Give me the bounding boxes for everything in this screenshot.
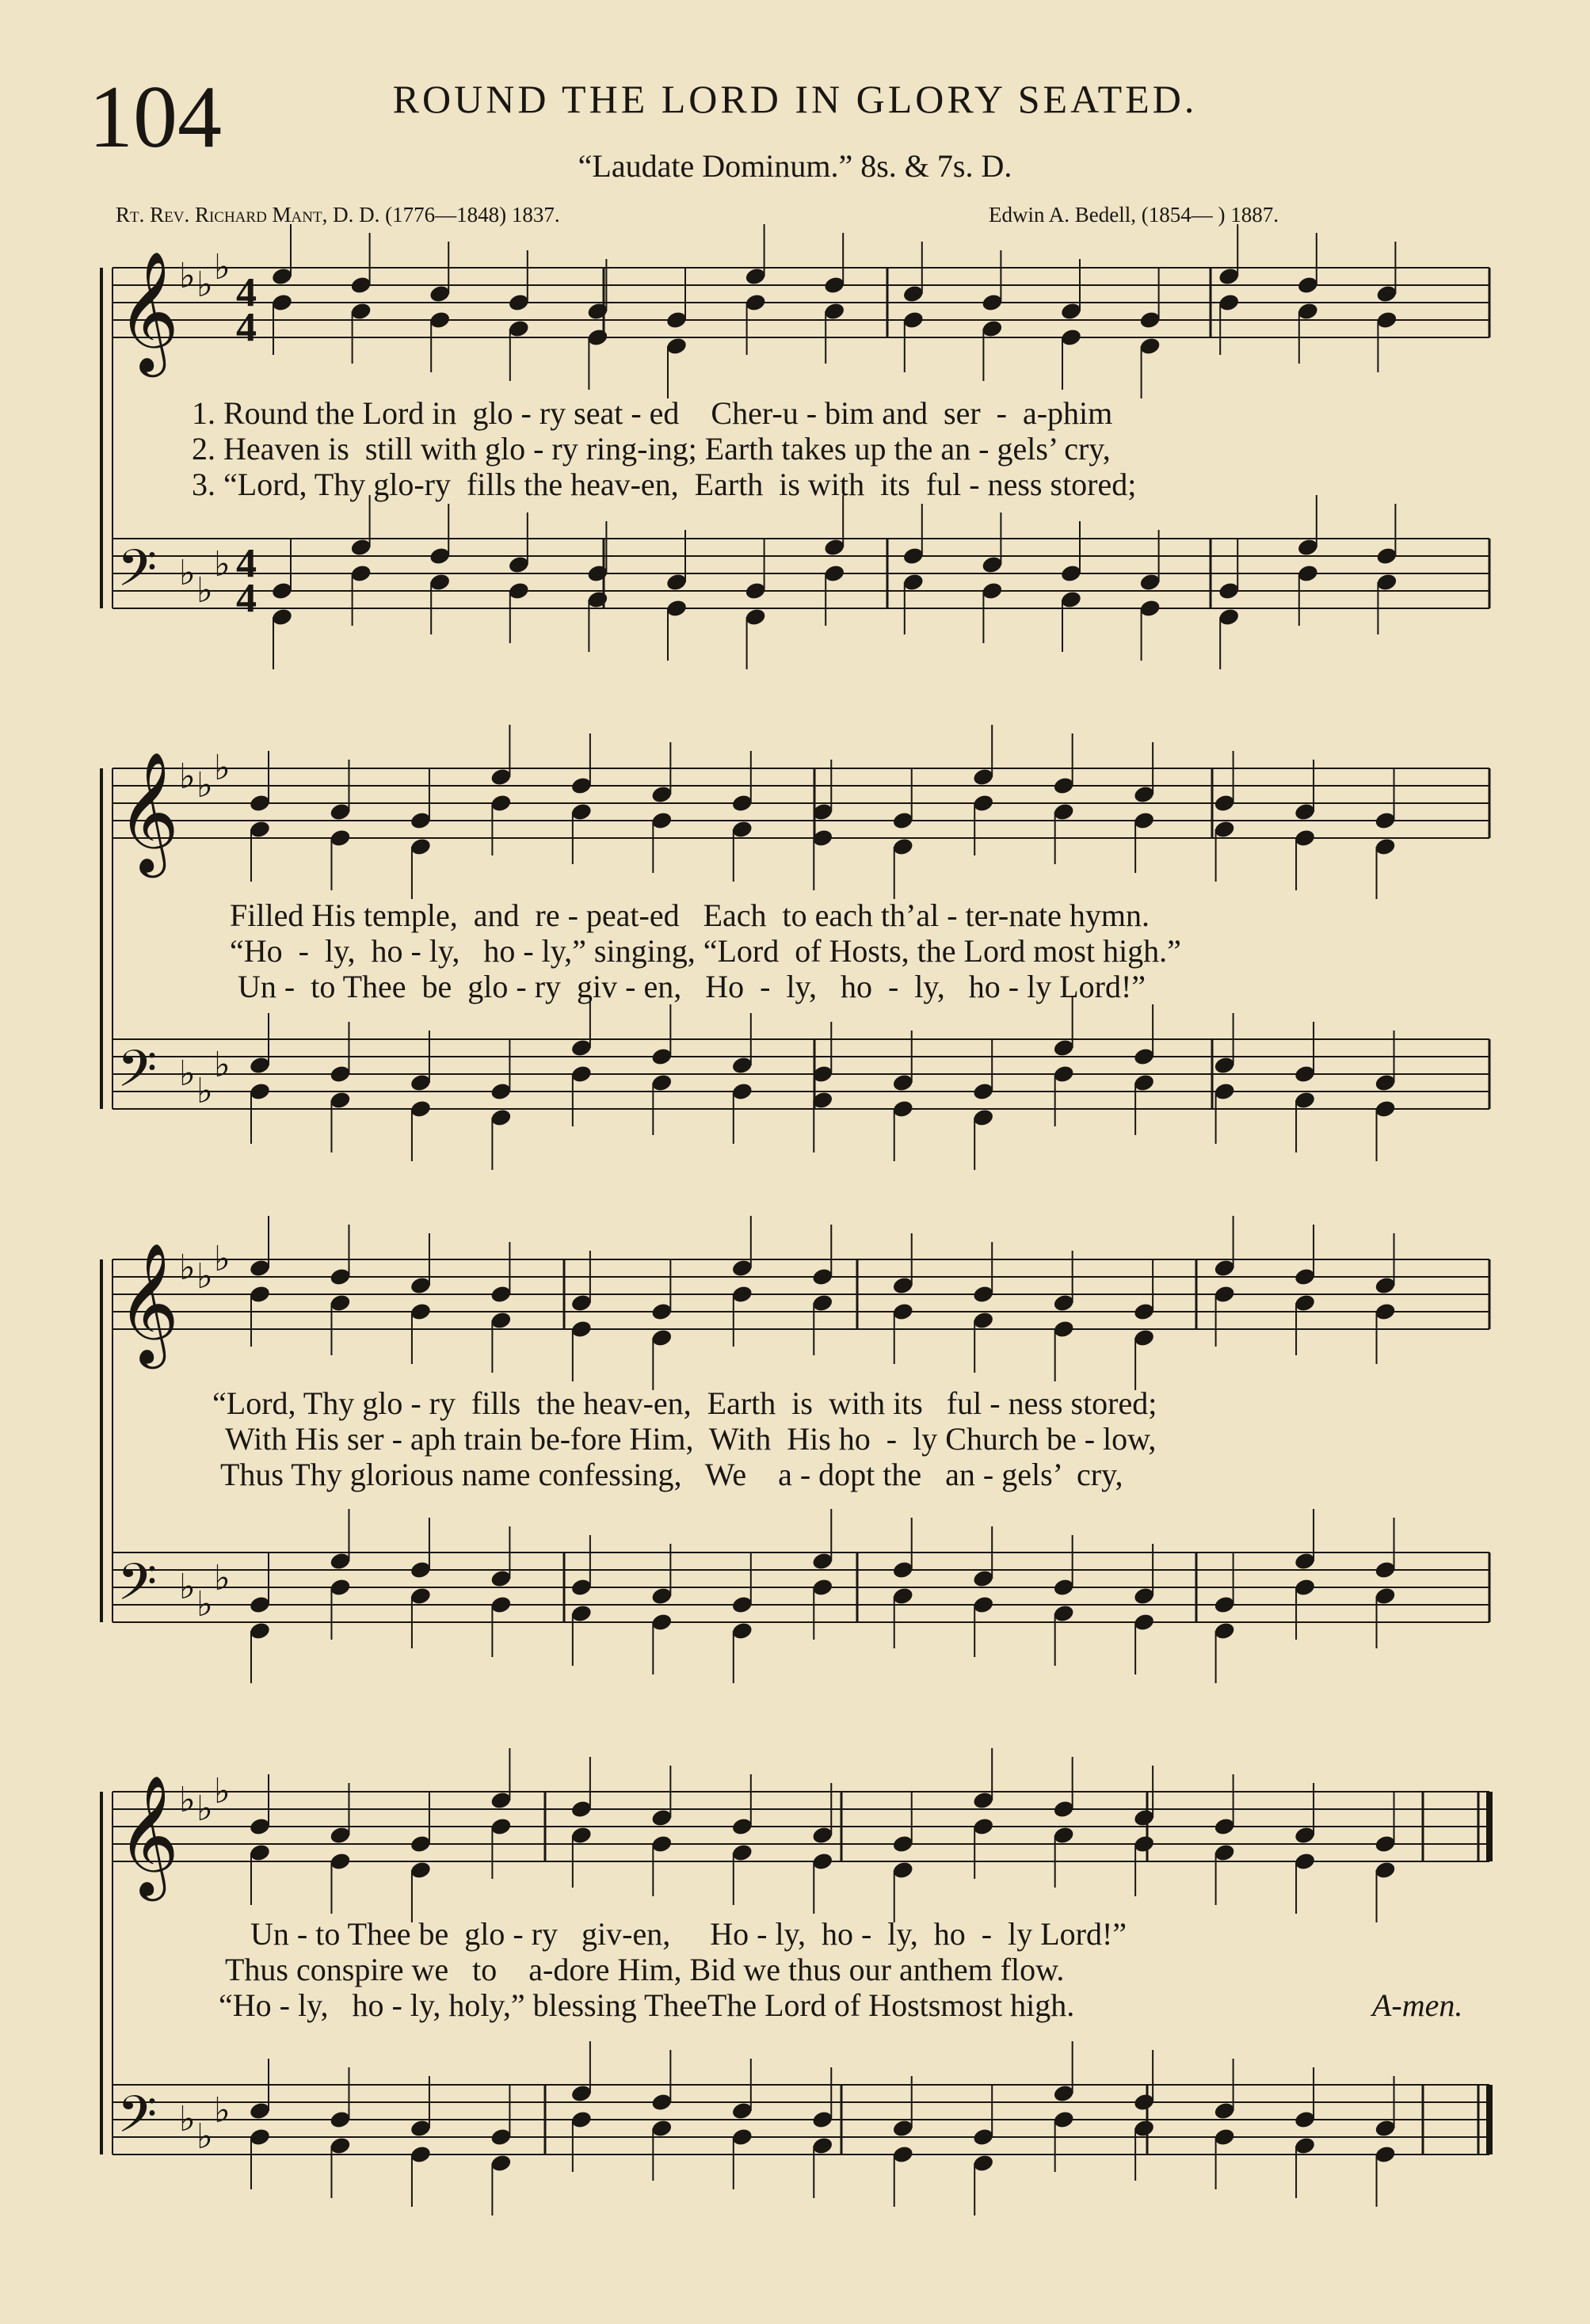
flat-sign-icon: ♭ — [196, 1071, 213, 1111]
flat-sign-icon: ♭ — [196, 1789, 213, 1829]
flat-sign-icon: ♭ — [196, 1256, 213, 1297]
flat-sign-icon: ♭ — [179, 256, 196, 296]
flat-sign-icon: ♭ — [196, 765, 213, 806]
time-signature-numerator: 4 — [236, 541, 257, 586]
composer-credit: Edwin A. Bedell, (1854— ) 1887. — [989, 203, 1279, 227]
flat-sign-icon: ♭ — [179, 1053, 196, 1094]
bass-clef-icon: 𝄢 — [117, 1553, 158, 1625]
flat-sign-icon: ♭ — [196, 570, 213, 611]
flat-sign-icon: ♭ — [214, 1771, 231, 1812]
flat-sign-icon: ♭ — [179, 1567, 196, 1607]
treble-clef-icon: 𝄞 — [117, 1242, 180, 1364]
lyric-line: “Ho - ly, ho - ly, holy,” blessing TheeThe Lord of Hostsmost high. — [219, 1987, 1075, 2023]
flat-sign-icon: ♭ — [179, 1248, 196, 1288]
treble-clef-icon: 𝄞 — [117, 250, 180, 372]
flat-sign-icon: ♭ — [214, 748, 231, 788]
treble-clef-icon: 𝄞 — [117, 751, 180, 873]
tune-meter-line: “Laudate Dominum.” 8s. & 7s. D. — [578, 148, 1012, 184]
author-credit: Rt. Rev. Richard Mant, D. D. (1776—1848) 1837. — [116, 203, 560, 227]
lyric-line: Filled His temple, and re - peat-ed Each to each th’al - ter-nate hymn. — [230, 897, 1150, 933]
lyric-line: 1. Round the Lord in glo - ry seat - ed Cher-u - bim and ser - a-phim — [192, 395, 1113, 431]
flat-sign-icon: ♭ — [214, 2090, 231, 2131]
flat-sign-icon: ♭ — [196, 1584, 213, 1625]
flat-sign-icon: ♭ — [196, 265, 213, 305]
flat-sign-icon: ♭ — [196, 2116, 213, 2157]
lyric-line: “Lord, Thy glo - ry fills the heav-en, Earth is with its ful - ness stored; — [212, 1385, 1157, 1421]
flat-sign-icon: ♭ — [214, 544, 231, 585]
lyric-line: With His ser - aph train be-fore Him, With His ho - ly Church be - low, — [225, 1421, 1157, 1457]
flat-sign-icon: ♭ — [179, 756, 196, 797]
hymn-number: 104 — [89, 68, 222, 166]
bass-clef-icon: 𝄢 — [117, 1040, 158, 1111]
lyric-line: Thus conspire we to a-dore Him, Bid we thus our anthem flow. — [225, 1952, 1065, 1987]
lyric-line: 3. “Lord, Thy glo-ry fills the heav-en, Earth is with its ful - ness stored; — [192, 467, 1137, 502]
lyric-line: Un - to Thee be glo - ry giv - en, Ho - ly, ho - ly, ho - ly Lord!” — [238, 969, 1146, 1004]
flat-sign-icon: ♭ — [179, 1780, 196, 1820]
amen-label: A-men. — [1372, 1987, 1463, 2023]
lyric-line: Thus Thy glorious name confessing, We a - dopt the an - gels’ cry, — [220, 1457, 1123, 1492]
time-signature-numerator: 4 — [236, 270, 257, 315]
flat-sign-icon: ♭ — [214, 1045, 231, 1085]
lyric-line: Un - to Thee be glo - ry giv-en, Ho - ly, ho - ly, ho - ly Lord!” — [250, 1916, 1127, 1952]
flat-sign-icon: ♭ — [214, 1558, 231, 1598]
bass-clef-icon: 𝄢 — [117, 2086, 158, 2157]
bass-clef-icon: 𝄢 — [117, 539, 158, 611]
flat-sign-icon: ♭ — [179, 2099, 196, 2139]
lyric-line: “Ho - ly, ho - ly, ho - ly,” singing, “Lord of Hosts, the Lord most high.” — [230, 933, 1181, 969]
flat-sign-icon: ♭ — [214, 247, 231, 288]
flat-sign-icon: ♭ — [214, 1239, 231, 1279]
hymn-title: ROUND THE LORD IN GLORY SEATED. — [392, 77, 1198, 121]
time-signature-denominator: 4 — [236, 576, 257, 621]
time-signature-denominator: 4 — [236, 305, 257, 350]
lyric-line: 2. Heaven is still with glo - ry ring-ing; Earth takes up the an - gels’ cry, — [192, 431, 1111, 467]
flat-sign-icon: ♭ — [179, 553, 196, 593]
treble-clef-icon: 𝄞 — [117, 1774, 180, 1896]
